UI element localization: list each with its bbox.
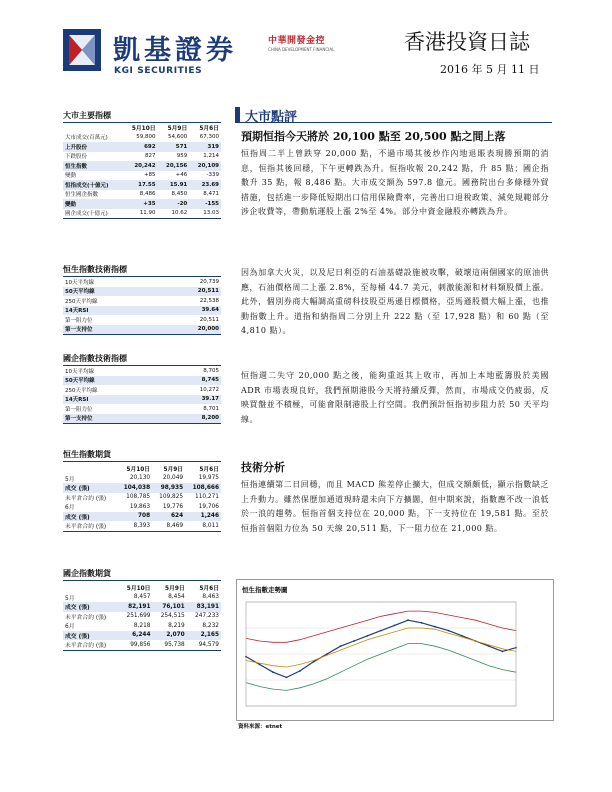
table-row: 第一阻力位 8,701 xyxy=(65,405,219,413)
report-title: 香港投資日誌 xyxy=(404,30,530,54)
table-row: 14天RSI 39.64 xyxy=(65,307,219,315)
column-header: 5月9日 xyxy=(167,126,188,133)
table-row: 未平倉合約 (張) 251,699 254,515 247,233 xyxy=(65,613,219,621)
data-point xyxy=(313,661,315,663)
market-indicators-title: 大市主要指標 xyxy=(63,110,221,123)
table-row: 國企成交(十億元) 11.90 10.62 13.03 xyxy=(65,210,219,218)
data-point xyxy=(367,635,369,637)
parent-company-name: 中華開發金控 xyxy=(268,36,326,46)
table-row: 變動 +85 +46 -339 xyxy=(65,172,219,180)
hsi-futures-table: 5月10日 5月9日 5月6日 5月 20,130 20,049 19,975 成交 (張) 104,038 98,935 108,666 未平倉合約 (張) 108,785 109,825 110,271 6月 19,863 19,776 19,706 成交 (張) 708 624 1,246 未平倉合約 (張) 8,393 8,469 8,011 xyxy=(65,467,219,531)
hscei-futures-table: 5月10日 5月9日 5月6日 5月 8,457 8,454 8,463 成交 (張) 82,191 76,101 83,191 未平倉合約 (張) 251,699 254,515 247,233 6月 8,218 8,219 8,232 成交 (張) 6,244 2,070 2,165 未平倉合約 (張) 99,856 95,738 94,579 xyxy=(65,586,219,650)
section-heading-bar xyxy=(235,107,240,122)
data-point xyxy=(461,635,463,637)
hsi-chart xyxy=(242,596,546,716)
data-point xyxy=(434,626,436,628)
data-point xyxy=(380,630,382,632)
technical-analysis-title: 技術分析 xyxy=(241,461,285,474)
paragraph-outlook: 恒指週二失守 20,000 點之後，能夠重返其上收市，再加上本地藍籌股於美國 ADR 市場表現良好，我們預期港股今天將持續反彈，然而，市場成交仍疲弱，反映買盤並不積極，可能會限制港股上行空間。我們預計恒指初步阻力於 50 天平均線。 xyxy=(241,371,549,424)
data-point xyxy=(502,651,504,653)
data-point xyxy=(340,645,342,647)
table-row: 成交 (張) 82,191 76,101 83,191 xyxy=(65,603,219,612)
data-point xyxy=(259,664,261,666)
hscei-futures-title: 國企指數期貨 xyxy=(63,568,221,581)
headline: 預期恒指今天將於 20,100 點至 20,500 點之間上落 xyxy=(241,130,506,143)
source-note: 資料來源：etnet xyxy=(238,724,283,730)
hsi-futures-title: 恒生指數期貨 xyxy=(63,449,221,462)
table-row: 第一支持位 8,200 xyxy=(65,415,219,423)
series-line xyxy=(246,628,516,667)
data-point xyxy=(421,622,423,624)
table-row: 10天平均線 20,739 xyxy=(65,278,219,286)
hsi-technical-title: 恒生指數技術指標 xyxy=(63,264,221,277)
market-indicators-table xyxy=(63,123,221,219)
data-point xyxy=(272,671,274,673)
paragraph-global: 因為加拿大火災，以及尼日利亞的石油基礎設施被攻擊，破壞這兩個國家的原油供應，石油價格周二上漲 2.8%，至每桶 44.7 美元，刺激能源和材料類股價上漲。此外，個別券商大幅調高重磅科技股亞馬遜目標價格，亞馬遜股價大幅上漲，也推動指數上升。道指和納指周二分別上升 222 點（至 17,928 點）和 60 點（至 4,810 點）。 xyxy=(241,268,549,335)
hscei-technical-title: 國企指數技術指標 xyxy=(63,353,221,366)
table-row: 250天平均線 22,538 xyxy=(65,297,219,305)
parent-company-logo xyxy=(268,33,334,52)
paragraph-market: 恒指周二半上曾跌穿 20,000 點，不過市場其後炒作內地退賬表現勝預期的消息，恒指其後回穩，下午更轉跌為升。恒指收報 20,242 點，升 85 點；國企指數升 35 點，報 8,486 點。大市成交額為 597.8 億元。國務院出台多條穩外貿措施，包括進一步降低短期出口信用保險費率，完善出口退稅政策、減免規範部分涉企收費等，帶動航運股上漲 2%至 4%。部分中資金融股亦轉跌為升。 xyxy=(241,149,549,216)
section-title: 大市點評 xyxy=(245,110,298,125)
table-row: 未平倉合約 (張) 99,856 95,738 94,579 xyxy=(65,641,219,650)
table-row: 第一支持位 20,000 xyxy=(65,326,219,334)
table-row: 下跌股份 827 959 1,214 xyxy=(65,153,219,161)
column-header: 5月6日 xyxy=(199,126,219,133)
paragraph-technical: 恒指連續第二日回穩，而且 MACD 熊差停止擴大，但成交額頗低，顯示指數缺乏上升動力。雖然保歷加通道現時還未向下方擴闊，但中期來說，指數應不改一浪低於一浪的趨勢。恒指首個支持位在 20,000 點，下一支持位在 19,581 點。至於恒指首個阻力位為 50 天線 20,511 點，下一阻力位在 21,000 點。 xyxy=(241,480,549,533)
series-line xyxy=(246,620,516,677)
table-row: 大市成交(百萬元) 59,800 54,600 67,300 xyxy=(65,134,219,142)
table-row: 第一阻力位 20,511 xyxy=(65,316,219,324)
data-point xyxy=(353,640,355,642)
brand-name: 凱基證券 xyxy=(113,35,237,66)
data-point xyxy=(407,619,409,621)
hscei-technical-table xyxy=(63,366,221,424)
table-row: 恒生指數 20,242 20,156 20,109 xyxy=(65,162,219,170)
data-point xyxy=(299,670,301,672)
kgi-logo-icon xyxy=(63,29,101,71)
table-row: 10天平均線 8,705 xyxy=(65,367,219,375)
table-row: 變動 +35 -20 -155 xyxy=(65,200,219,208)
column-header: 5月10日 xyxy=(131,126,156,133)
hsi-technical-table xyxy=(63,277,221,335)
table-row: 6月 8,218 8,219 8,232 xyxy=(65,622,219,631)
table-row: 恒指成交(十億元) 17.55 15.91 23.69 xyxy=(65,181,219,189)
table-row: 成交 (張) 6,244 2,070 2,165 xyxy=(65,632,219,640)
table-row: 上升股份 692 571 319 xyxy=(65,143,219,151)
brand-name-en: KGI SECURITIES xyxy=(114,66,203,76)
table-row: 恒生國企指數 8,486 8,450 8,471 xyxy=(65,191,219,199)
table-row: 5月 8,457 8,454 8,463 xyxy=(65,594,219,602)
table-row: 6月 19,863 19,776 19,706 xyxy=(65,503,219,512)
data-point xyxy=(394,625,396,627)
data-point xyxy=(488,645,490,647)
table-row: 未平倉合約 (張) 108,785 109,825 110,271 xyxy=(65,494,219,502)
table-row: 14天RSI 39.17 xyxy=(65,396,219,404)
series-line xyxy=(246,611,516,642)
table-row: 5月 20,130 20,049 19,975 xyxy=(65,475,219,483)
table-row: 250天平均線 10,272 xyxy=(65,386,219,394)
table-row: 成交 (張) 104,038 98,935 108,666 xyxy=(65,484,219,493)
chart-title: 恒生指數走勢圖 xyxy=(242,586,288,594)
table-row: 未平倉合約 (張) 8,393 8,469 8,011 xyxy=(65,522,219,531)
report-date: 2016 年 5 月 11 日 xyxy=(440,63,540,76)
table-row: 成交 (張) 708 624 1,246 xyxy=(65,513,219,521)
data-point xyxy=(286,677,288,679)
data-point xyxy=(448,630,450,632)
table-row: 50天平均線 8,745 xyxy=(65,377,219,385)
table-row: 50天平均線 20,511 xyxy=(65,288,219,296)
parent-company-name-en: CHINA DEVELOPMENT FINANCIAL xyxy=(268,47,335,52)
